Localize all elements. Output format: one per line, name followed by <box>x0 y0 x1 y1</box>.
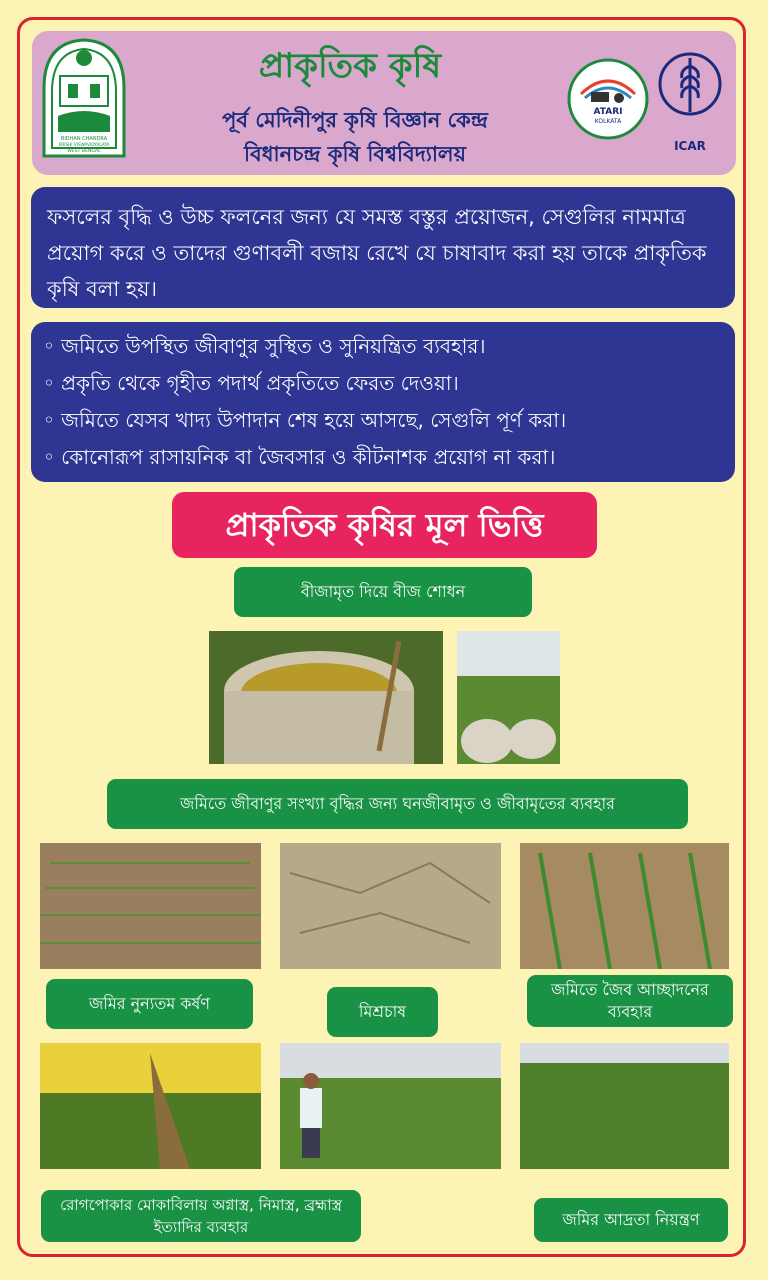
atari-logo <box>567 58 649 140</box>
label-moisture: জমির আদ্রতা নিয়ন্ত্রণ <box>534 1198 728 1242</box>
photo-mustard-field <box>40 1043 261 1169</box>
label-seed-treatment: বীজামৃত দিয়ে বীজ শোধন <box>234 567 532 617</box>
university-name: বিধানচন্দ্র কৃষি বিশ্ববিদ্যালয় <box>244 142 466 166</box>
svg-text:BIDHAN CHANDRA: BIDHAN CHANDRA <box>60 136 108 142</box>
svg-text:ICAR: ICAR <box>674 139 706 153</box>
poster-title: প্রাকৃতিক কৃষি <box>258 46 442 86</box>
bckv-logo <box>38 36 130 162</box>
section-heading: প্রাকৃতিক কৃষির মূল ভিত্তি <box>172 492 597 558</box>
svg-text:WEST BENGAL: WEST BENGAL <box>67 149 101 154</box>
label-pest-control: রোগপোকার মোকাবিলায় অগ্নাস্ত্র, নিমাস্ত্র, ব্রহ্মাস্ত্র ইত্যাদির ব্যবহার <box>41 1190 361 1242</box>
label-mulching: জমিতে জৈব আচ্ছাদনের ব্যবহার <box>527 975 733 1027</box>
principles-box <box>31 322 735 482</box>
photo-tanks-field <box>457 631 560 764</box>
svg-text:KOLKATA: KOLKATA <box>594 118 622 125</box>
label-microbes: জমিতে জীবাণুর সংখ্যা বৃদ্ধির জন্য ঘনজীবামৃত ও জীবামৃতের ব্যবহার <box>107 779 688 829</box>
photo-min-tillage <box>40 843 261 969</box>
principle-item: ◦ কোনোরূপ রাসায়নিক বা জৈবসার ও কীটনাশক প্রয়োগ না করা। <box>43 439 723 476</box>
photo-moisture-field <box>520 1043 729 1169</box>
label-mixed-crop: মিশ্রচাষ <box>327 987 438 1037</box>
svg-text:KRISHI VISWAVIDYALAYA: KRISHI VISWAVIDYALAYA <box>58 142 110 147</box>
photo-mulching <box>520 843 729 969</box>
icar-logo <box>658 46 722 156</box>
svg-text:ATARI: ATARI <box>593 107 623 117</box>
photo-mixed-crop-soil <box>280 843 501 969</box>
photo-jeevamrut-tank <box>209 631 443 764</box>
label-min-tillage: জমির নুন্যতম কর্ষণ <box>46 979 253 1029</box>
kvk-name: পূর্ব মেদিনীপুর কৃষি বিজ্ঞান কেন্দ্র <box>222 108 488 132</box>
principle-item: ◦ জমিতে উপস্থিত জীবাণুর সুস্থিত ও সুনিয়ন্ত্রিত ব্যবহার। <box>43 328 723 365</box>
principle-item: ◦ জমিতে যেসব খাদ্য উপাদান শেষ হয়ে আসছে, সেগুলি পূর্ণ করা। <box>43 402 723 439</box>
photo-farmer-field <box>280 1043 501 1169</box>
principle-item: ◦ প্রকৃতি থেকে গৃহীত পদার্থ প্রকৃতিতে ফেরত দেওয়া। <box>43 365 723 402</box>
definition-box: ফসলের বৃদ্ধি ও উচ্চ ফলনের জন্য যে সমস্ত বস্তুর প্রয়োজন, সেগুলির নামমাত্র প্রয়োগ করে ও তাদের গুণাবলী বজায় রেখে যে চাষাবাদ করা হয় তাকে প্রাকৃতিক কৃষি বলা হয়। <box>31 187 735 308</box>
